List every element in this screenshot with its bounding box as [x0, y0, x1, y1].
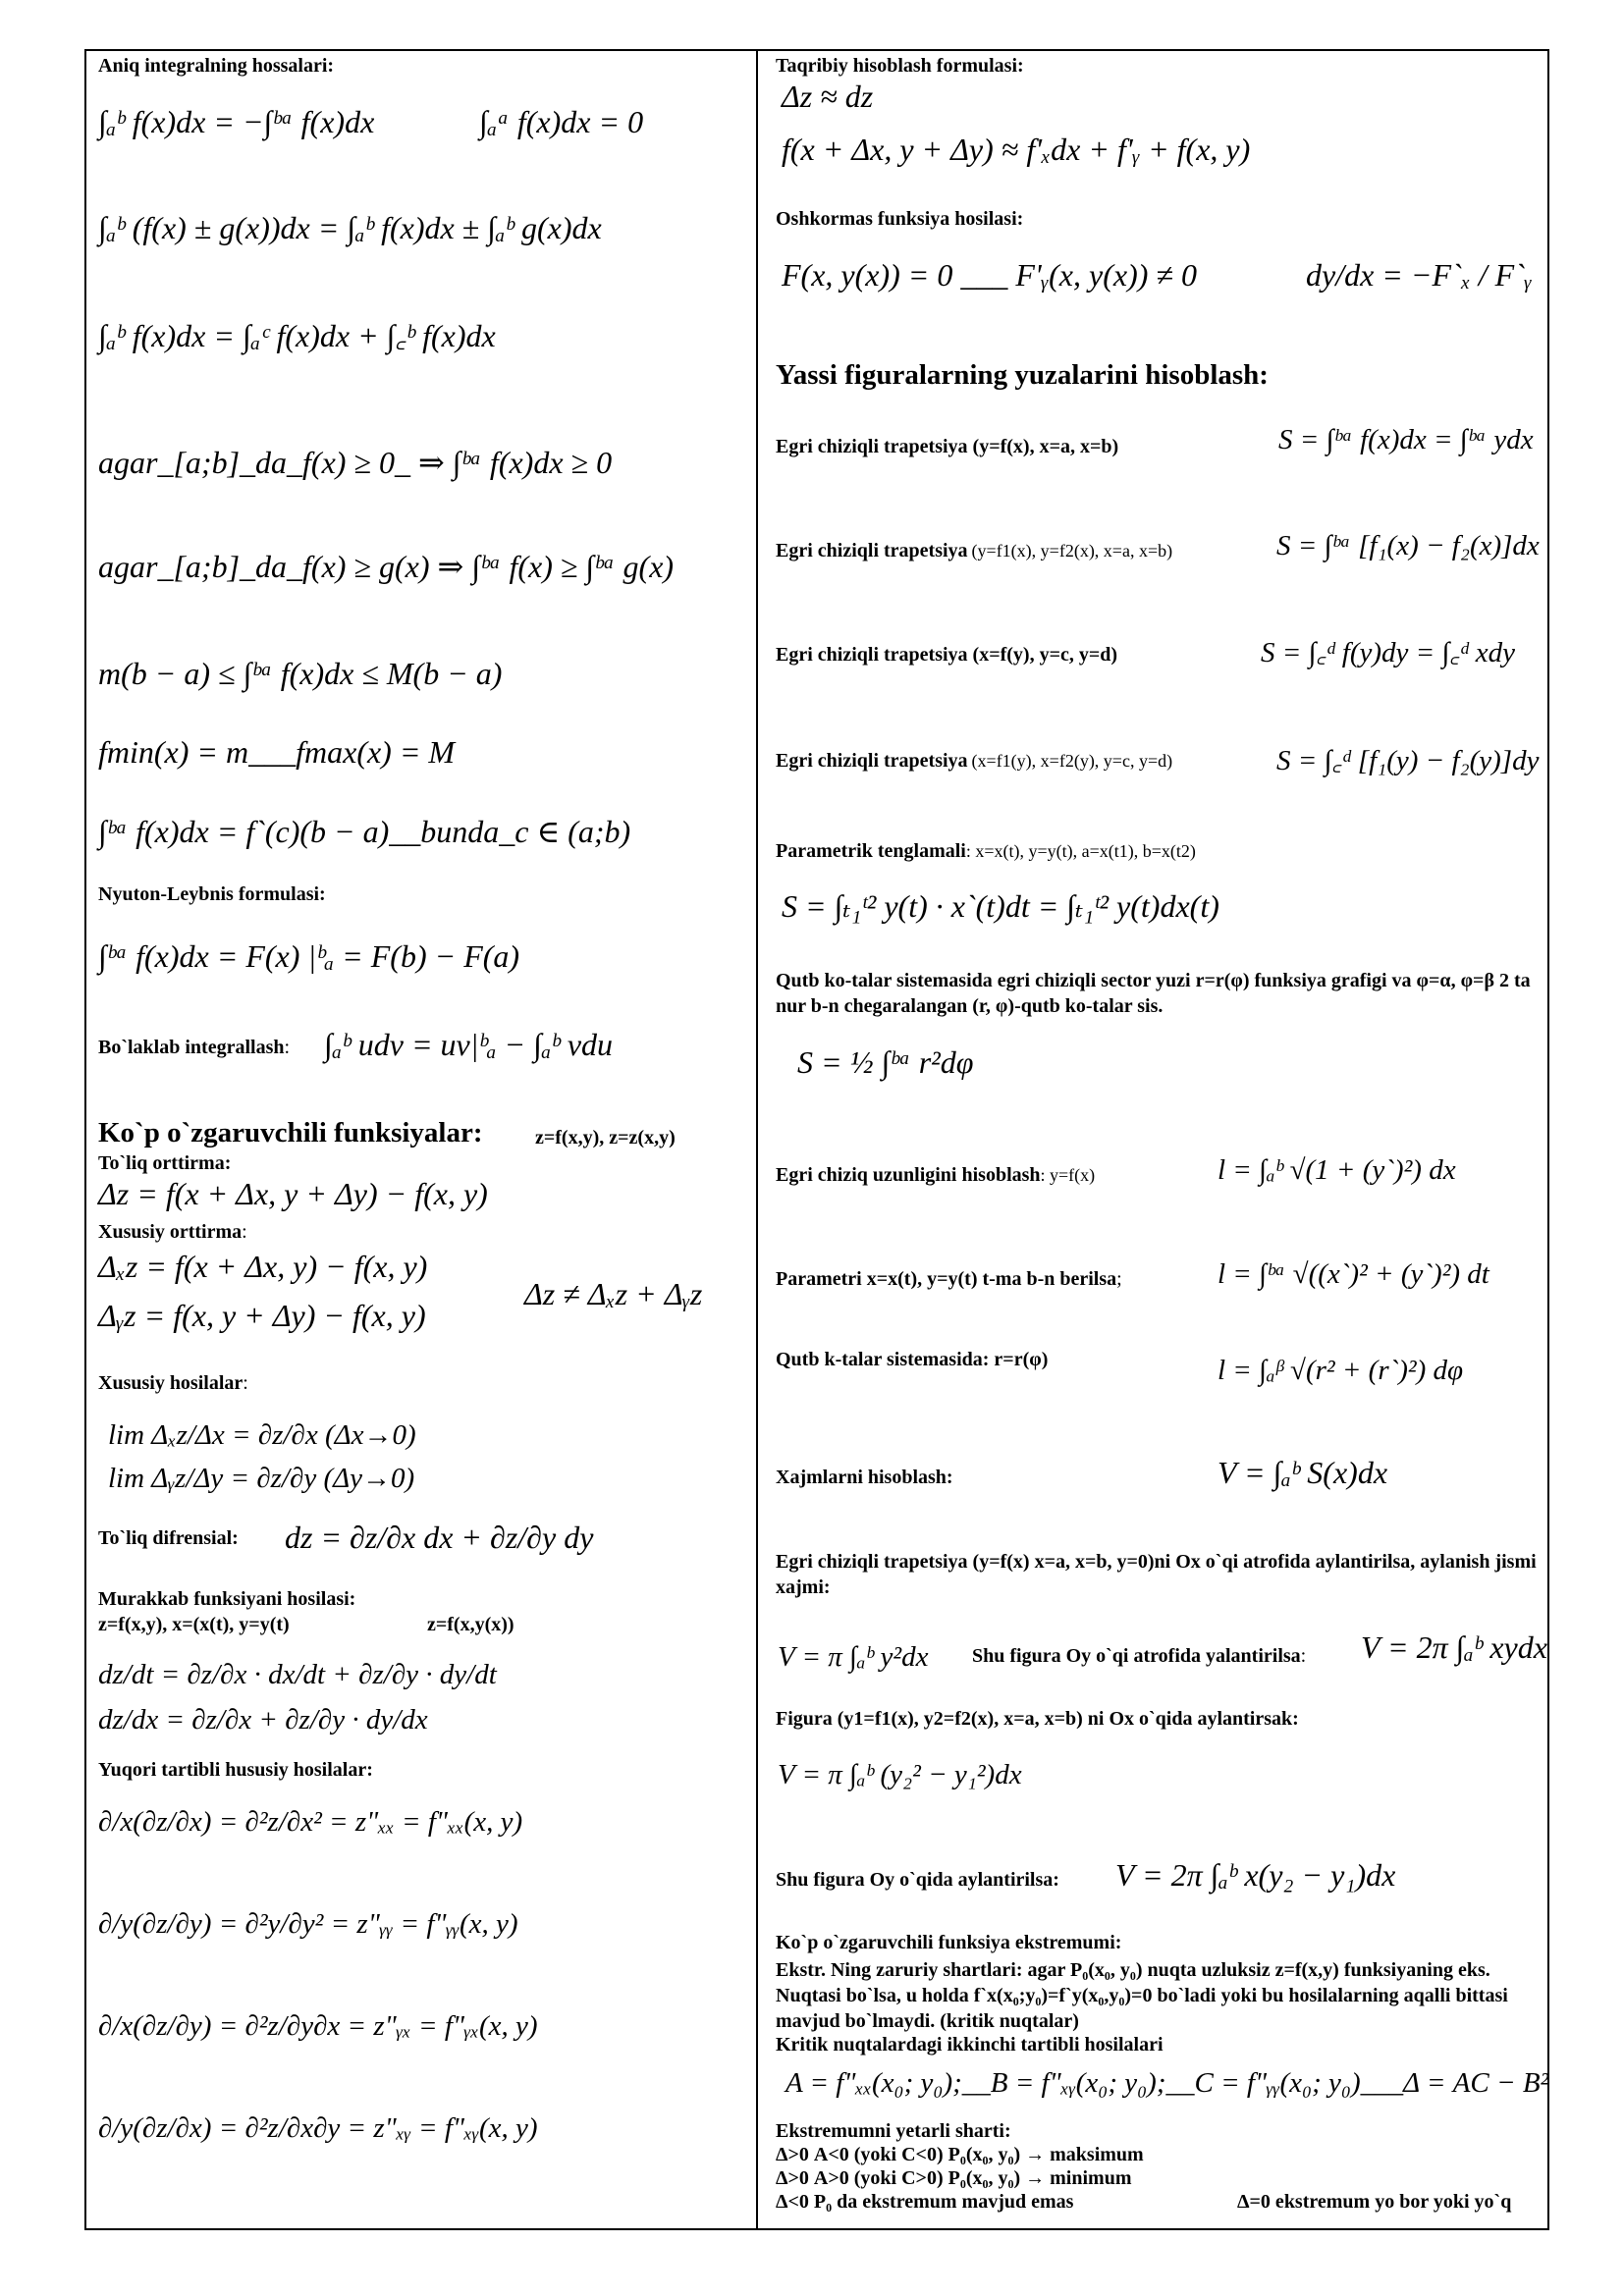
formula-volume-oy-two: V = 2π ∫ₐᵇ x(y₂ − y₁)dx: [1115, 1857, 1396, 1893]
figura-text: Figura (y1=f1(x), y2=f2(x), x=a, x=b) ni Ox o`qida aylantirsak:: [776, 1708, 1299, 1730]
formula-arc-length-param: l = ∫ᵇᵃ √((x`)² + (y`)²) dt: [1218, 1258, 1489, 1290]
formula-integral-swap: ∫ₐᵇ f(x)dx = −∫ᵇᵃ f(x)dx: [98, 104, 375, 139]
heading-taqribiy: Taqribiy hisoblash formulasi:: [776, 55, 1024, 77]
formula-bolaklab: ∫ₐᵇ udv = uv|ᵇₐ − ∫ₐᵇ vdu: [324, 1027, 614, 1062]
formula-toliq-difrensial: dz = ∂z/∂x dx + ∂z/∂y dy: [285, 1520, 594, 1555]
condition-maksimum: Δ>0 A<0 (yoki C<0) P₀(x₀, y₀) → maksimum: [776, 2144, 1144, 2165]
uzunlik-note: : y=f(x): [1040, 1165, 1096, 1185]
formula-min-max: fmin(x) = m___fmax(x) = M: [98, 734, 456, 770]
kop-row: [98, 1117, 483, 1149]
formula-integral-zero: ∫ₐᵃ f(x)dx = 0: [479, 104, 644, 139]
heading-yuqori-tartibli: Yuqori tartibli hususiy hosilalar:: [98, 1759, 373, 1781]
condition-undetermined: Δ=0 ekstremum yo bor yoki yo`q: [1237, 2191, 1512, 2213]
trapetsiya-4-row: [776, 750, 1172, 773]
xususiy-hos-row: Xususiy hosilalar:: [98, 1372, 248, 1394]
heading-murakkab: Murakkab funksiyani hosilasi:: [98, 1588, 356, 1610]
heading-bolaklab: Bo`laklab integrallash: [98, 1037, 285, 1058]
heading-nyuton-leybnis: Nyuton-Leybnis formulasi:: [98, 883, 326, 905]
formula-partial-y: lim Δᵧz/Δy = ∂z/∂y (Δy→0): [108, 1463, 415, 1494]
formula-xususiy-y: Δᵧz = f(x, y + Δy) − f(x, y): [98, 1298, 426, 1333]
formula-murakkab-x: dz/dx = ∂z/∂x + ∂z/∂y · dy/dx: [98, 1704, 428, 1735]
formula-integral-positive: agar_[a;b]_da_f(x) ≥ 0_ ⇒ ∫ᵇᵃ f(x)dx ≥ 0: [98, 445, 613, 480]
heading-qutb-k-talar: Qutb k-talar sistemasida: r=r(φ): [776, 1349, 1049, 1370]
formula-second-yx: ∂/x(∂z/∂y) = ∂²z/∂y∂x = z"ᵧₓ = f"ᵧₓ(x, y): [98, 2010, 538, 2042]
heading-xususiy-orttirma: Xususiy orttirma: [98, 1221, 243, 1243]
formula-integral-sum: ∫ₐᵇ (f(x) ± g(x))dx = ∫ₐᵇ f(x)dx ± ∫ₐᵇ g(x)dx: [98, 210, 602, 245]
column-divider: [756, 49, 758, 2230]
formula-integral-bounds: m(b − a) ≤ ∫ᵇᵃ f(x)dx ≤ M(b − a): [98, 656, 503, 691]
heading-xajmlar: Xajmlarni hisoblash:: [776, 1467, 953, 1488]
formula-arc-length-polar: l = ∫ₐᵝ √(r² + (r`)²) dφ: [1218, 1355, 1464, 1386]
formula-volume-oy: V = 2π ∫ₐᵇ xydx: [1361, 1629, 1547, 1665]
heading-parametrik: Parametrik tenglamali: [776, 840, 966, 862]
heading-kop-ozgaruvchili: Ko`p o`zgaruvchili funksiyalar:: [98, 1117, 483, 1148]
formula-second-yy: ∂/y(∂z/∂y) = ∂²y/∂y² = z"ᵧᵧ = f"ᵧᵧ(x, y): [98, 1908, 518, 1940]
formula-mean-value: ∫ᵇᵃ f(x)dx = f`(c)(b − a)__bunda_c ∈ (a;b): [98, 814, 631, 849]
heading-uzunlik: Egri chiziq uzunligini hisoblash: [776, 1164, 1041, 1186]
formula-integral-split: ∫ₐᵇ f(x)dx = ∫ₐᶜ f(x)dx + ∫꜀ᵇ f(x)dx: [98, 318, 496, 353]
trapetsiya-1-label: Egri chiziqli trapetsiya (y=f(x), x=a, x=b): [776, 436, 1119, 457]
formula-volume-ox: V = π ∫ₐᵇ y²dx: [778, 1641, 929, 1673]
formula-nyuton-leybnis: ∫ᵇᵃ f(x)dx = F(x) |ᵇₐ = F(b) − F(a): [98, 938, 520, 974]
formula-oshkormas: F(x, y(x)) = 0 ___ F'ᵧ(x, y(x)) ≠ 0: [782, 257, 1197, 293]
formula-arc-length: l = ∫ₐᵇ √(1 + (y`)²) dx: [1218, 1154, 1456, 1186]
heading-yetarli-shart: Ekstremumni yetarli sharti:: [776, 2120, 1011, 2142]
formula-integral-compare: agar_[a;b]_da_f(x) ≥ g(x) ⇒ ∫ᵇᵃ f(x) ≥ ∫ᵇᵃ g(x): [98, 549, 675, 584]
oy-row: Shu figura Oy o`qi atrofida yalantirilsa:: [972, 1645, 1307, 1667]
heading-xususiy-hosilalar: Xususiy hosilalar: [98, 1372, 244, 1394]
condition-no-extremum: Δ<0 P₀ da ekstremum mavjud emas: [776, 2191, 1074, 2213]
formula-implicit-derivative: dy/dx = −F`ₓ / F`ᵧ: [1306, 257, 1533, 293]
parametri-row: [776, 1268, 1122, 1291]
formula-trapetsiya-4: S = ∫꜀ᵈ [f₁(y) − f₂(y)]dy: [1276, 745, 1540, 776]
heading-aniq-integral: Aniq integralning hossalari:: [98, 55, 335, 77]
bolaklab-row: Bo`laklab integrallash:: [98, 1037, 291, 1058]
formula-volume-section: V = ∫ₐᵇ S(x)dx: [1218, 1455, 1388, 1490]
trapetsiya-4-note: (x=f1(y), x=f2(y), y=c, y=d): [971, 751, 1173, 771]
formula-not-equal: Δz ≠ Δₓz + Δᵧz: [524, 1276, 703, 1311]
parametri-note: ;: [1116, 1268, 1122, 1290]
oy-text: Shu figura Oy o`qi atrofida yalantirilsa: [972, 1645, 1301, 1667]
formula-toliq-orttirma: Δz = f(x + Δx, y + Δy) − f(x, y): [98, 1176, 488, 1211]
trapetsiya-2-row: [776, 540, 1172, 562]
formula-parametrik-area: S = ∫ₜ₁ᵗ² y(t) · x`(t)dt = ∫ₜ₁ᵗ² y(t)dx(t): [782, 888, 1219, 924]
trapetsiya-2-note: (y=f1(x), y=f2(x), x=a, x=b): [971, 541, 1173, 561]
kop-note: z=f(x,y), z=z(x,y): [535, 1127, 676, 1148]
formula-second-xx: ∂/x(∂z/∂x) = ∂²z/∂x² = z"ₓₓ = f"ₓₓ(x, y): [98, 1806, 523, 1838]
heading-yassi-figuralar: Yassi figuralarning yuzalarini hisoblash:: [776, 359, 1269, 391]
kritik-text: Kritik nuqtalardagi ikkinchi tartibli hosilalari: [776, 2034, 1164, 2056]
formula-abc-delta: A = f"ₓₓ(x₀; y₀);__B = f"ₓᵧ(x₀; y₀);__C = f"ᵧᵧ(x₀; y₀)___Δ = AC − B²: [785, 2067, 1549, 2099]
heading-oshkormas: Oshkormas funksiya hosilasi:: [776, 208, 1024, 230]
ekstremum-zaruriy-text: Ekstr. Ning zaruriy shartlari: agar P₀(x₀, y₀) nuqta uzluksiz z=f(x,y) funksiyaning eks. Nuqtasi bo`lsa, u holda f`x(x₀;y₀)=f`y(x₀,y₀)=0 bo`ladi yoki bu hosilalarning aqalli bittasi mavjud bo`lmaydi. (kritik nuqtalar): [776, 1959, 1508, 2032]
uzunlik-row: [776, 1164, 1095, 1187]
parametrik-note: : x=x(t), y=y(t), a=x(t1), b=x(t2): [965, 841, 1196, 861]
heading-toliq-difrensial: To`liq difrensial:: [98, 1527, 239, 1549]
heading-ekstremum: Ko`p o`zgaruvchili funksiya ekstremumi:: [776, 1932, 1122, 1953]
trapetsiya-4-label: Egri chiziqli trapetsiya: [776, 750, 968, 772]
formula-volume-ox-two: V = π ∫ₐᵇ (y₂² − y₁²)dx: [778, 1759, 1022, 1790]
formula-trapetsiya-1: S = ∫ᵇᵃ f(x)dx = ∫ᵇᵃ ydx: [1278, 424, 1534, 455]
aylanish-text: Egri chiziqli trapetsiya (y=f(x) x=a, x=b, y=0)ni Ox o`qi atrofida aylantirilsa, aylanish jismi xajmi:: [776, 1551, 1537, 1598]
shu-oy-text: Shu figura Oy o`qida aylantirilsa:: [776, 1869, 1059, 1891]
trapetsiya-2-label: Egri chiziqli trapetsiya: [776, 540, 968, 561]
qutb-sector-text: Qutb ko-talar sistemasida egri chiziqli sector yuzi r=r(φ) funksiya grafigi va φ=α, φ=β 2 ta nur b-n chegaralangan (r, φ)-qutb ko-talar sis.: [776, 970, 1531, 1017]
formula-approx-expanded: f(x + Δx, y + Δy) ≈ f'ₓdx + f'ᵧ + f(x, y): [782, 132, 1251, 167]
xususiy-ort-row: Xususiy orttirma:: [98, 1221, 247, 1243]
formula-qutb-area: S = ½ ∫ᵇᵃ r²dφ: [797, 1044, 974, 1080]
parametrik-row: [776, 840, 1196, 863]
formula-trapetsiya-2: S = ∫ᵇᵃ [f₁(x) − f₂(x)]dx: [1276, 530, 1540, 561]
formula-second-xy: ∂/y(∂z/∂x) = ∂²z/∂x∂y = z"ₓᵧ = f"ₓᵧ(x, y): [98, 2112, 538, 2144]
murakkab-cond-a: z=f(x,y), x=(x(t), y=y(t): [98, 1614, 290, 1635]
heading-parametri: Parametri x=x(t), y=y(t) t-ma b-n berilsa: [776, 1268, 1117, 1290]
formula-trapetsiya-3: S = ∫꜀ᵈ f(y)dy = ∫꜀ᵈ xdy: [1261, 637, 1515, 668]
formula-partial-x: lim Δₓz/Δx = ∂z/∂x (Δx→0): [108, 1419, 416, 1451]
condition-minimum: Δ>0 A>0 (yoki C>0) P₀(x₀, y₀) → minimum: [776, 2167, 1132, 2189]
formula-xususiy-x: Δₓz = f(x + Δx, y) − f(x, y): [98, 1249, 428, 1284]
formula-murakkab-t: dz/dt = ∂z/∂x · dx/dt + ∂z/∂y · dy/dt: [98, 1659, 497, 1690]
murakkab-cond-b: z=f(x,y(x)): [427, 1614, 514, 1635]
trapetsiya-3-label: Egri chiziqli trapetsiya (x=f(y), y=c, y=d): [776, 644, 1118, 666]
heading-toliq-orttirma: To`liq orttirma:: [98, 1152, 232, 1174]
formula-approx: Δz ≈ dz: [782, 79, 874, 114]
